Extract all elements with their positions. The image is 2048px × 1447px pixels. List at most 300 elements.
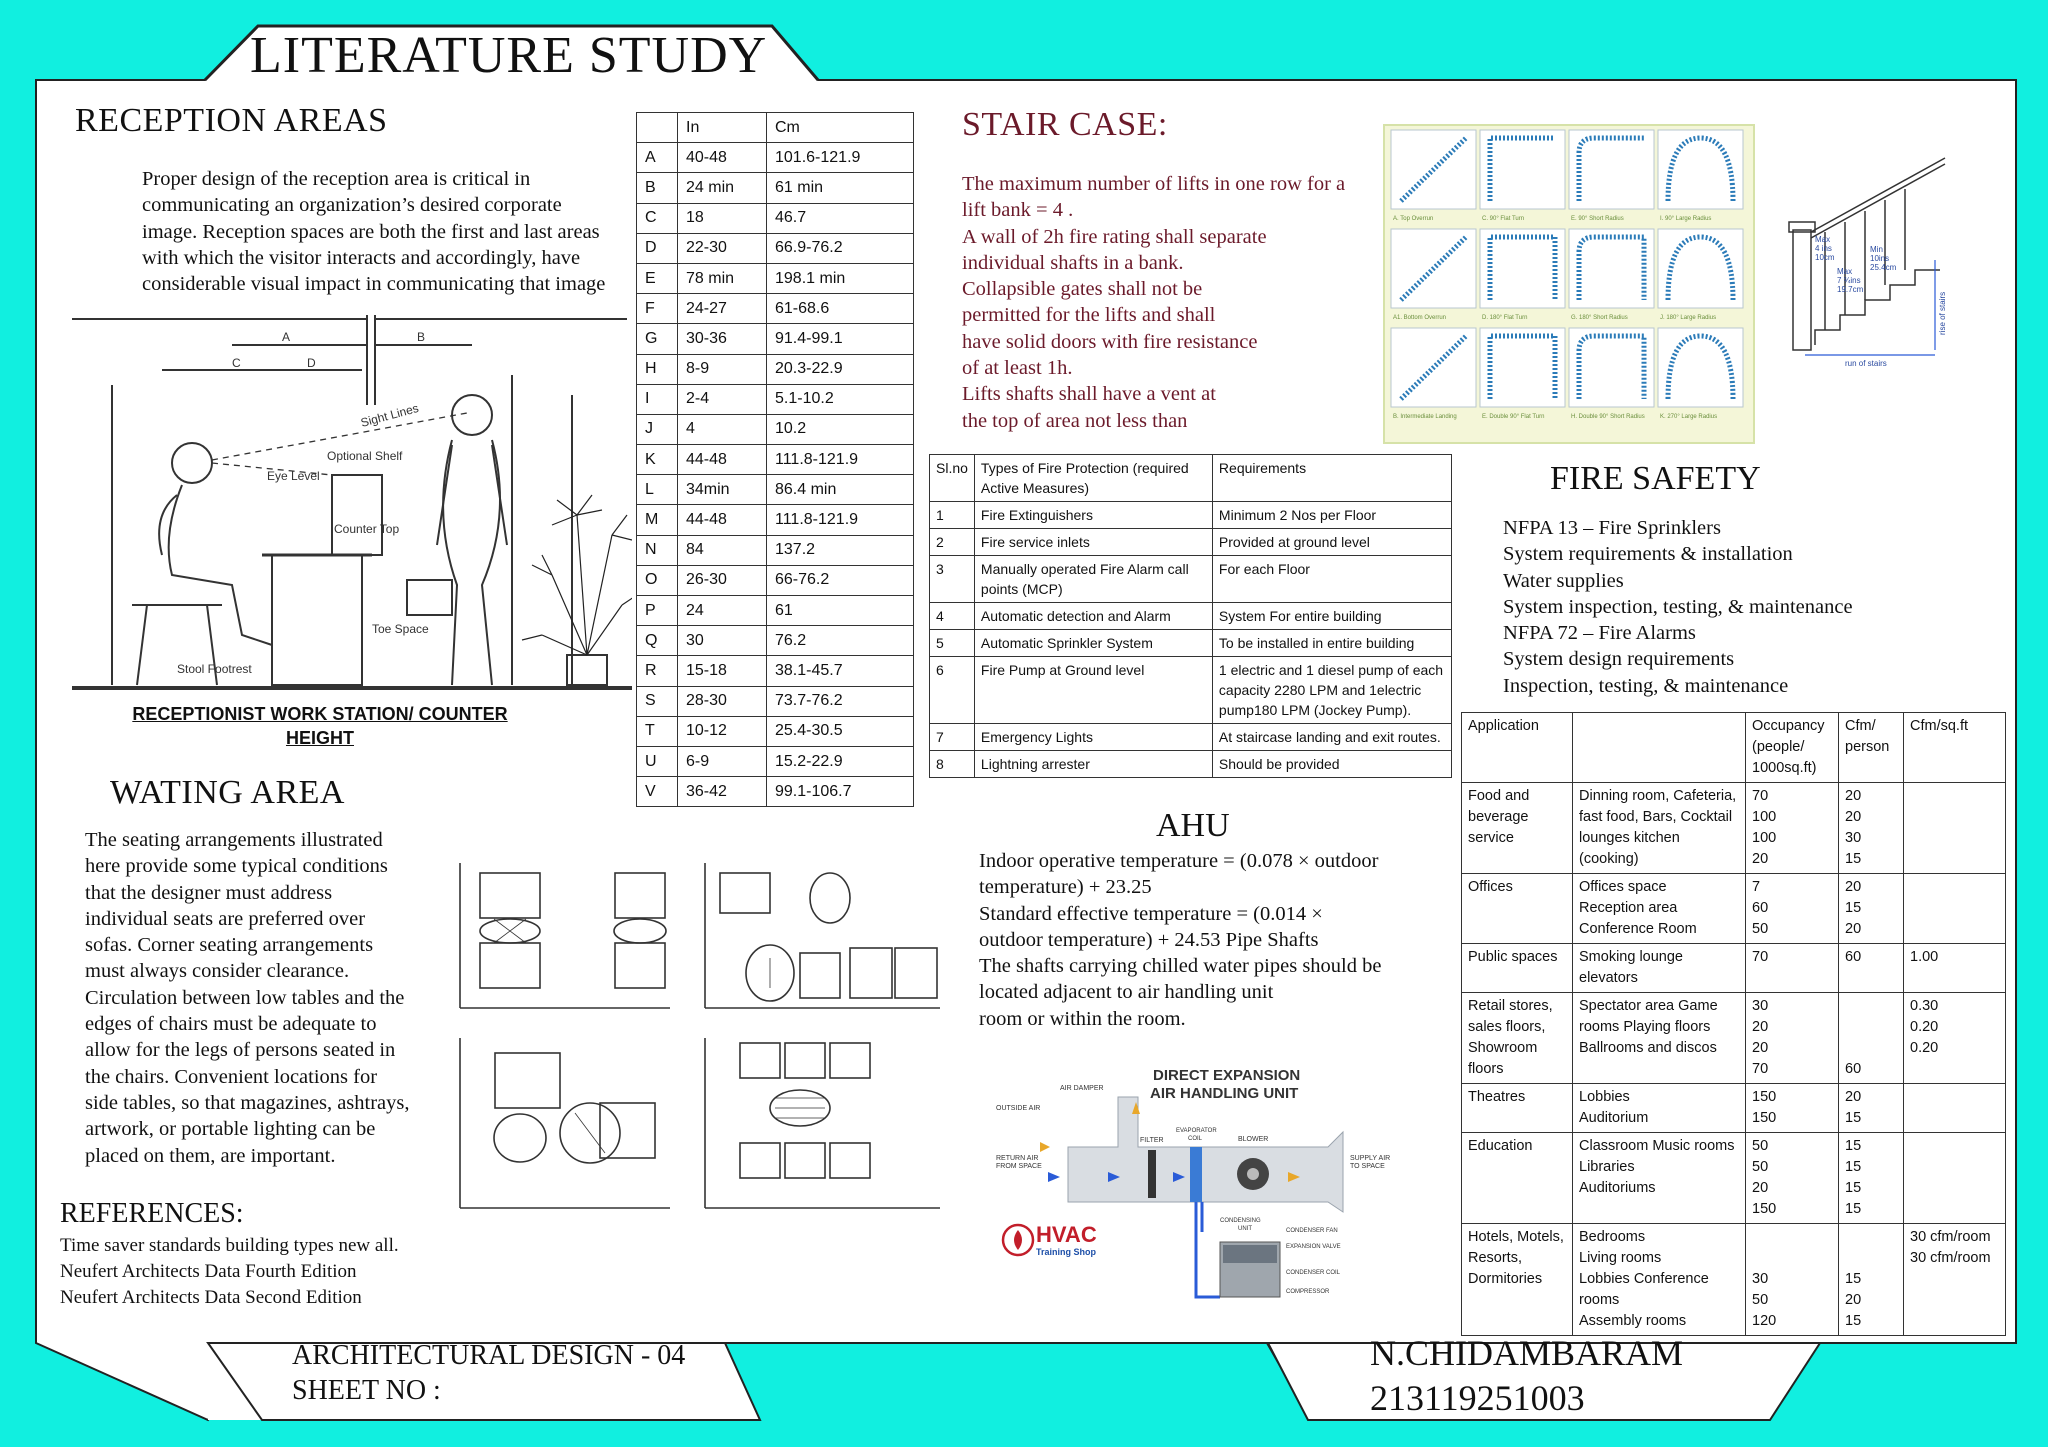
table-cell: For each Floor: [1212, 556, 1451, 603]
ventilation-table: [1461, 712, 2006, 1336]
reception-line: considerable visual impact in communicating that image: [142, 273, 606, 296]
stair-type-cell: [1569, 328, 1654, 420]
table-cell: 61 min: [767, 173, 914, 203]
table-cell: M: [637, 505, 678, 535]
stair-type-label: E. Double 90° Flat Turn: [1482, 414, 1545, 420]
table-cell: 4: [930, 603, 975, 630]
table-row: [930, 529, 1452, 556]
max-riser-label: 4 ins: [1815, 244, 1832, 253]
table-header-cell: Occupancy (people/ 1000sq.ft): [1746, 713, 1839, 783]
table-cell: 38.1-45.7: [767, 656, 914, 686]
table-cell: 30-36: [678, 324, 767, 354]
dim-label-d: D: [307, 356, 316, 370]
table-cell: 66-76.2: [767, 565, 914, 595]
waiting-line: allow for the legs of persons seated in: [85, 1039, 396, 1062]
reception-heading: RECEPTION AREAS: [75, 102, 388, 139]
table-row: [1462, 1224, 2006, 1336]
table-cell: Fire Extinguishers: [974, 502, 1212, 529]
table-cell: [1904, 783, 2006, 874]
staircase-line: Collapsible gates shall not be: [962, 278, 1203, 301]
table-cell: 61: [767, 596, 914, 626]
table-cell: 30 20 20 70: [1746, 993, 1839, 1084]
table-row: [637, 565, 914, 595]
table-row: [637, 475, 914, 505]
table-cell: A: [637, 143, 678, 173]
outside-air-label: OUTSIDE AIR: [996, 1105, 1041, 1112]
waiting-seating-plans-drawing: [440, 858, 950, 1216]
table-cell: 91.4-99.1: [767, 324, 914, 354]
stair-type-label: H. Double 90° Short Radius: [1571, 414, 1645, 420]
blower-label: BLOWER: [1238, 1136, 1269, 1143]
table-cell: 70 100 100 20: [1746, 783, 1839, 874]
evaporator-label: COIL: [1188, 1136, 1203, 1142]
waiting-line: the chairs. Convenient locations for: [85, 1065, 378, 1088]
table-cell: Should be provided: [1212, 751, 1451, 778]
table-header-row: [1462, 713, 2006, 783]
stair-type-label: A1. Bottom Overrun: [1393, 315, 1447, 321]
return-air-label: FROM SPACE: [996, 1163, 1042, 1170]
table-cell: Theatres: [1462, 1084, 1573, 1133]
fire-safety-item: System design requirements: [1503, 648, 1735, 671]
table-row: [637, 656, 914, 686]
max-riser-label: 10cm: [1815, 253, 1835, 262]
table-row: [637, 626, 914, 656]
table-cell: J: [637, 414, 678, 444]
table-row: [1462, 1084, 2006, 1133]
ahu-line: temperature) + 23.25: [979, 876, 1152, 899]
fire-safety-item: Water supplies: [1503, 569, 1624, 592]
table-cell: 7 60 50: [1746, 874, 1839, 944]
caption-line-2: HEIGHT: [285, 728, 354, 748]
ahu-line: The shafts carrying chilled water pipes should be: [979, 955, 1382, 978]
stair-type-label: C. 90° Flat Turn: [1482, 216, 1525, 222]
staircase-heading: STAIR CASE:: [962, 106, 1168, 143]
table-cell: 60: [1839, 993, 1904, 1084]
fire-safety-item: System requirements & installation: [1503, 543, 1793, 566]
table-cell: 5: [930, 630, 975, 657]
stair-type-label: I. 90° Large Radius: [1660, 216, 1712, 222]
table-cell: 6-9: [678, 746, 767, 776]
ahu-diagram: [988, 1062, 1398, 1307]
table-row: [637, 263, 914, 293]
receptionist-workstation-drawing: [72, 315, 632, 715]
stair-type-cell: [1391, 328, 1476, 420]
table-cell: [1904, 1084, 2006, 1133]
table-cell: 111.8-121.9: [767, 505, 914, 535]
table-cell: 6: [930, 657, 975, 724]
waiting-heading: WATING AREA: [110, 774, 345, 811]
table-cell: 30 cfm/room 30 cfm/room: [1904, 1224, 2006, 1336]
table-row: [637, 143, 914, 173]
table-cell: Lobbies Auditorium: [1573, 1084, 1746, 1133]
condensing-unit-label: UNIT: [1238, 1226, 1252, 1232]
evaporator-label: EVAPORATOR: [1176, 1128, 1217, 1134]
table-cell: 24-27: [678, 294, 767, 324]
waiting-line: sofas. Corner seating arrangements: [85, 934, 374, 957]
table-cell: 0.30 0.20 0.20: [1904, 993, 2006, 1084]
eye-level-label: Eye Level: [267, 469, 320, 483]
table-cell: Lightning arrester: [974, 751, 1212, 778]
table-row: [637, 354, 914, 384]
table-row: [637, 777, 914, 807]
table-cell: Dinning room, Cafeteria, fast food, Bars, Cocktail lounges kitchen (cooking): [1573, 783, 1746, 874]
table-header-cell: Cfm/ person: [1839, 713, 1904, 783]
table-row: [637, 686, 914, 716]
stair-type-cell: [1569, 229, 1654, 321]
table-cell: 76.2: [767, 626, 914, 656]
table-cell: 20.3-22.9: [767, 354, 914, 384]
table-header-cell: Cfm/sq.ft: [1904, 713, 2006, 783]
table-cell: 198.1 min: [767, 263, 914, 293]
footer-author-name: N.CHIDAMBARAM: [1370, 1333, 1684, 1373]
table-cell: 44-48: [678, 445, 767, 475]
waiting-line: artwork, or portable lighting can be: [85, 1118, 376, 1141]
table-cell: Offices space Reception area Conference Room: [1573, 874, 1746, 944]
fire-safety-item: NFPA 13 – Fire Sprinklers: [1503, 517, 1721, 539]
reception-line: image. Reception spaces are both the first and last areas: [142, 220, 600, 243]
table-cell: T: [637, 716, 678, 746]
staircase-line: individual shafts in a bank.: [962, 251, 1184, 274]
stair-type-label: D. 180° Flat Turn: [1482, 315, 1528, 321]
table-cell: 40-48: [678, 143, 767, 173]
table-cell: 24: [678, 596, 767, 626]
table-cell: 84: [678, 535, 767, 565]
compressor-label: COMPRESSOR: [1286, 1289, 1330, 1295]
staircase-line: A wall of 2h fire rating shall separate: [962, 225, 1267, 248]
stair-type-label: J. 180° Large Radius: [1660, 315, 1717, 321]
table-cell: Classroom Music rooms Libraries Auditoriums: [1573, 1133, 1746, 1224]
condenser-fan-label: CONDENSER FAN: [1286, 1228, 1338, 1234]
table-cell: D: [637, 233, 678, 263]
max-rise-label: Max: [1837, 267, 1853, 276]
stair-type-cell: [1391, 130, 1476, 222]
table-cell: G: [637, 324, 678, 354]
waiting-line: placed on them, are important.: [85, 1144, 336, 1167]
footer-register-number: 213119251003: [1370, 1378, 1585, 1418]
table-cell: 70: [1746, 944, 1839, 993]
stair-type-cell: [1658, 130, 1743, 222]
table-cell: Fire Pump at Ground level: [974, 657, 1212, 724]
ahu-heading: AHU: [1156, 807, 1230, 844]
table-cell: S: [637, 686, 678, 716]
table-row: [637, 716, 914, 746]
table-cell: 15-18: [678, 656, 767, 686]
table-header-cell: Types of Fire Protection (required Active Measures): [974, 455, 1212, 502]
table-cell: 73.7-76.2: [767, 686, 914, 716]
run-of-stairs-label: run of stairs: [1845, 359, 1887, 368]
table-cell: Provided at ground level: [1212, 529, 1451, 556]
table-cell: Offices: [1462, 874, 1573, 944]
table-cell: E: [637, 263, 678, 293]
waiting-line: that the designer must address: [85, 881, 333, 904]
table-cell: 8-9: [678, 354, 767, 384]
table-cell: U: [637, 746, 678, 776]
sheet-title: LITERATURE STUDY: [250, 27, 768, 84]
table-cell: H: [637, 354, 678, 384]
table-cell: 15.2-22.9: [767, 746, 914, 776]
table-row: [930, 724, 1452, 751]
condensing-unit-label: CONDENSING: [1220, 1218, 1261, 1224]
table-header-cell: Sl.no: [930, 455, 975, 502]
stair-type-label: A. Top Overrun: [1393, 216, 1434, 222]
table-cell: N: [637, 535, 678, 565]
counter-top-label: Counter Top: [334, 522, 400, 536]
table-row: [637, 384, 914, 414]
staircase-line: have solid doors with fire resistance: [962, 330, 1258, 353]
fire-protection-table: [929, 454, 1452, 778]
table-header-cell: Application: [1462, 713, 1573, 783]
table-cell: 3: [930, 556, 975, 603]
fire-safety-item: Inspection, testing, & maintenance: [1503, 674, 1789, 697]
expansion-valve-label: EXPANSION VALVE: [1286, 1244, 1341, 1250]
table-header-cell: [1573, 713, 1746, 783]
table-row: [1462, 1133, 2006, 1224]
table-cell: 7: [930, 724, 975, 751]
reference-item: Neufert Architects Data Second Edition: [60, 1287, 362, 1308]
table-cell: 66.9-76.2: [767, 233, 914, 263]
table-cell: Smoking lounge elevators: [1573, 944, 1746, 993]
ahu-line: Standard effective temperature = (0.014 ×: [979, 902, 1323, 925]
table-cell: 25.4-30.5: [767, 716, 914, 746]
footer-course: ARCHITECTURAL DESIGN - 04: [292, 1340, 686, 1371]
table-cell: 15 20 15: [1839, 1224, 1904, 1336]
fire-safety-item: System inspection, testing, & maintenance: [1503, 595, 1853, 618]
table-cell: Spectator area Game rooms Playing floors Ballrooms and discos: [1573, 993, 1746, 1084]
table-row: [637, 535, 914, 565]
dim-label-c: C: [232, 356, 241, 370]
reference-item: Time saver standards building types new all.: [60, 1235, 399, 1256]
waiting-paragraph: [85, 827, 445, 1169]
ahu-line: Indoor operative temperature = (0.078 × outdoor: [979, 850, 1379, 872]
reception-paragraph: [142, 166, 642, 297]
stair-type-cell: [1569, 130, 1654, 222]
table-cell: 150 150: [1746, 1084, 1839, 1133]
caption-line-1: RECEPTIONIST WORK STATION/ COUNTER: [132, 704, 508, 724]
table-cell: 78 min: [678, 263, 767, 293]
staircase-line: The maximum number of lifts in one row for a: [962, 173, 1346, 195]
table-cell: Education: [1462, 1133, 1573, 1224]
table-cell: P: [637, 596, 678, 626]
table-row: [930, 630, 1452, 657]
stool-label: Stool Footrest: [177, 662, 252, 676]
references-list: [60, 1233, 399, 1311]
max-riser-label: Max: [1815, 235, 1831, 244]
table-cell: 2-4: [678, 384, 767, 414]
table-cell: I: [637, 384, 678, 414]
filter-label: FILTER: [1140, 1137, 1164, 1144]
table-cell: 101.6-121.9: [767, 143, 914, 173]
table-row: [637, 233, 914, 263]
table-cell: Bedrooms Living rooms Lobbies Conference rooms Assembly rooms: [1573, 1224, 1746, 1336]
hvac-logo-subtext: Training Shop: [1036, 1247, 1096, 1257]
stair-type-label: E. 90° Short Radius: [1571, 216, 1624, 222]
toe-space-label: Toe Space: [372, 622, 429, 636]
table-cell: 1: [930, 502, 975, 529]
supply-air-label: SUPPLY AIR: [1350, 1155, 1391, 1162]
table-cell: 5.1-10.2: [767, 384, 914, 414]
table-cell: 22-30: [678, 233, 767, 263]
table-cell: [1904, 1133, 2006, 1224]
table-cell: Hotels, Motels, Resorts, Dormitories: [1462, 1224, 1573, 1336]
stair-type-cell: [1391, 229, 1476, 321]
table-row: [1462, 993, 2006, 1084]
table-cell: V: [637, 777, 678, 807]
table-row: [930, 657, 1452, 724]
fire-safety-list: [1503, 515, 1953, 699]
stair-type-cell: [1480, 328, 1565, 420]
table-row: [930, 603, 1452, 630]
table-cell: K: [637, 445, 678, 475]
waiting-line: The seating arrangements illustrated: [85, 829, 383, 851]
staircase-line: lift bank = 4 .: [962, 199, 1074, 222]
ahu-line: located adjacent to air handling unit: [979, 981, 1274, 1004]
table-row: [637, 505, 914, 535]
table-row: [637, 203, 914, 233]
table-cell: 18: [678, 203, 767, 233]
sight-lines-label: Sight Lines: [359, 401, 421, 430]
table-cell: Automatic detection and Alarm: [974, 603, 1212, 630]
waiting-line: must always consider clearance.: [85, 960, 350, 983]
table-cell: 10-12: [678, 716, 767, 746]
table-cell: C: [637, 203, 678, 233]
condenser-coil-label: CONDENSER COIL: [1286, 1270, 1341, 1276]
reception-line: communicating an organization’s desired corporate: [142, 194, 562, 217]
table-cell: F: [637, 294, 678, 324]
table-header-cell: Cm: [767, 113, 914, 143]
table-row: [930, 556, 1452, 603]
stair-type-label: B. Intermediate Landing: [1393, 414, 1457, 420]
reception-line: Proper design of the reception area is critical in: [142, 168, 531, 190]
staircase-line: Lifts shafts shall have a vent at: [962, 383, 1216, 406]
table-cell: 1 electric and 1 diesel pump of each capacity 2280 LPM and 1electric pump180 LPM (Jockey Pump).: [1212, 657, 1451, 724]
table-cell: Fire service inlets: [974, 529, 1212, 556]
workstation-caption: [100, 702, 540, 750]
min-tread-label: 25.4cm: [1870, 263, 1897, 272]
table-cell: 36-42: [678, 777, 767, 807]
table-cell: Food and beverage service: [1462, 783, 1573, 874]
table-cell: 20 15: [1839, 1084, 1904, 1133]
table-row: [637, 173, 914, 203]
table-cell: 28-30: [678, 686, 767, 716]
stair-type-label: G. 180° Short Radius: [1571, 315, 1628, 321]
table-cell: 30: [678, 626, 767, 656]
table-header-row: [930, 455, 1452, 502]
table-cell: 1.00: [1904, 944, 2006, 993]
table-cell: R: [637, 656, 678, 686]
table-cell: 34min: [678, 475, 767, 505]
waiting-line: individual seats are preferred over: [85, 907, 366, 930]
fire-safety-item: NFPA 72 – Fire Alarms: [1503, 622, 1696, 645]
table-row: [637, 445, 914, 475]
ahu-diagram-title: AIR HANDLING UNIT: [1150, 1085, 1299, 1102]
dimensions-table: [636, 112, 914, 807]
table-cell: 61-68.6: [767, 294, 914, 324]
waiting-line: here provide some typical conditions: [85, 855, 388, 878]
table-cell: At staircase landing and exit routes.: [1212, 724, 1451, 751]
shelf-label: Optional Shelf: [327, 449, 403, 463]
staircase-line: of at least 1h.: [962, 357, 1073, 380]
stair-type-cell: [1658, 229, 1743, 321]
table-cell: Retail stores, sales floors, Showroom floors: [1462, 993, 1573, 1084]
stair-type-label: K. 270° Large Radius: [1660, 414, 1718, 420]
reception-line: with which the visitor interacts and accordingly, have: [142, 246, 581, 269]
reference-item: Neufert Architects Data Fourth Edition: [60, 1261, 357, 1282]
table-cell: [1904, 874, 2006, 944]
stair-type-cell: [1480, 130, 1565, 222]
table-cell: Minimum 2 Nos per Floor: [1212, 502, 1451, 529]
table-row: [637, 596, 914, 626]
stair-type-cell: [1658, 328, 1743, 420]
table-cell: Automatic Sprinkler System: [974, 630, 1212, 657]
fire-safety-heading: FIRE SAFETY: [1550, 460, 1761, 497]
table-cell: 60: [1839, 944, 1904, 993]
rise-of-stairs-label: rise of stairs: [1938, 291, 1947, 335]
table-cell: 111.8-121.9: [767, 445, 914, 475]
table-cell: 15 15 15 15: [1839, 1133, 1904, 1224]
table-cell: L: [637, 475, 678, 505]
table-row: [637, 746, 914, 776]
table-cell: 30 50 120: [1746, 1224, 1839, 1336]
table-row: [637, 414, 914, 444]
table-cell: Public spaces: [1462, 944, 1573, 993]
table-row: [637, 294, 914, 324]
dim-label-b: B: [417, 330, 426, 344]
table-row: [637, 324, 914, 354]
ahu-line: room or within the room.: [979, 1007, 1186, 1030]
min-tread-label: 10ins: [1870, 254, 1890, 263]
hvac-logo-text: HVAC: [1036, 1222, 1097, 1247]
waiting-line: side tables, so that magazines, ashtrays,: [85, 1091, 410, 1114]
table-cell: 26-30: [678, 565, 767, 595]
max-rise-label: 19.7cm: [1837, 285, 1864, 294]
supply-air-label: TO SPACE: [1350, 1163, 1385, 1170]
table-header-cell: Requirements: [1212, 455, 1451, 502]
table-cell: 99.1-106.7: [767, 777, 914, 807]
max-rise-label: 7 ¾ins: [1837, 276, 1861, 285]
table-cell: 20 20 30 15: [1839, 783, 1904, 874]
table-row: [930, 502, 1452, 529]
waiting-line: edges of chairs must be adequate to: [85, 1013, 377, 1036]
min-tread-label: Min: [1870, 245, 1883, 254]
staircase-line: the top of area not less than: [962, 409, 1188, 432]
table-header-cell: In: [678, 113, 767, 143]
table-cell: 137.2: [767, 535, 914, 565]
table-cell: 4: [678, 414, 767, 444]
references-heading: REFERENCES:: [60, 1198, 244, 1229]
table-cell: 24 min: [678, 173, 767, 203]
ahu-line: outdoor temperature) + 24.53 Pipe Shafts: [979, 928, 1319, 951]
staircase-line: permitted for the lifts and shall: [962, 304, 1216, 327]
ahu-diagram-title: DIRECT EXPANSION: [1153, 1067, 1301, 1084]
table-header-cell: [637, 113, 678, 143]
table-cell: 8: [930, 751, 975, 778]
table-cell: 86.4 min: [767, 475, 914, 505]
table-cell: System For entire building: [1212, 603, 1451, 630]
table-row: [1462, 874, 2006, 944]
table-cell: 50 50 20 150: [1746, 1133, 1839, 1224]
waiting-line: Circulation between low tables and the: [85, 986, 405, 1009]
table-cell: Manually operated Fire Alarm call points (MCP): [974, 556, 1212, 603]
stair-section-drawing: [1785, 150, 1955, 370]
return-air-label: RETURN AIR: [996, 1155, 1039, 1162]
table-cell: Q: [637, 626, 678, 656]
table-cell: 46.7: [767, 203, 914, 233]
table-cell: 10.2: [767, 414, 914, 444]
staircase-paragraph: [962, 171, 1382, 434]
stair-type-cell: [1480, 229, 1565, 321]
table-cell: To be installed in entire building: [1212, 630, 1451, 657]
table-cell: 44-48: [678, 505, 767, 535]
